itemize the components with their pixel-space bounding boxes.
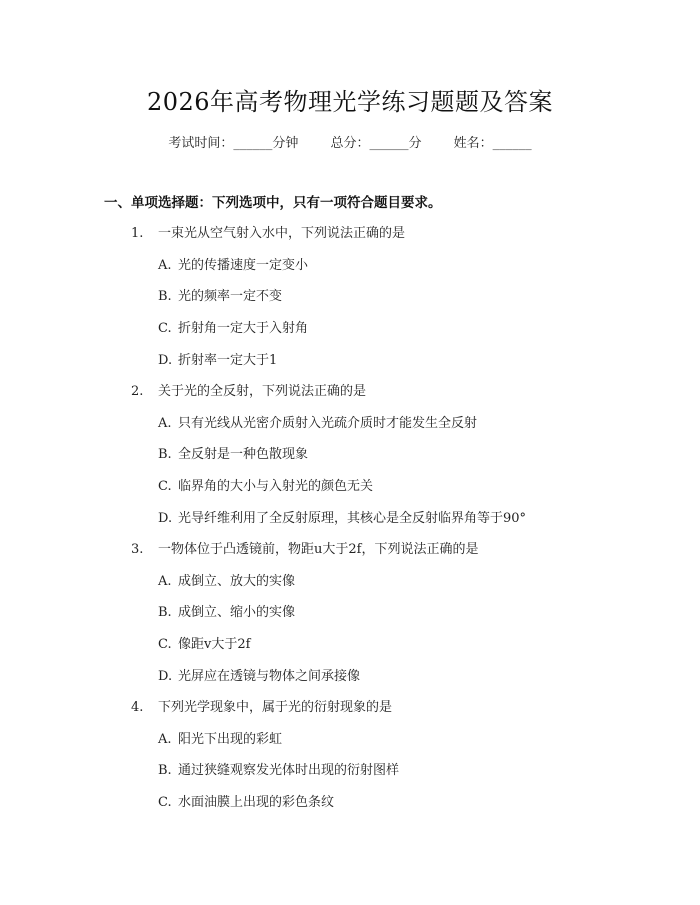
question-1-option-a [158,258,308,274]
option-label: A. [158,732,172,747]
question-1-option-c [158,321,308,337]
option-text: 水面油膜上出现的彩色条纹 [178,795,335,810]
option-label: C. [158,479,172,494]
option-text: 阳光下出现的彩虹 [178,732,283,747]
question-number: 4. [131,700,144,715]
option-label: A. [158,416,172,431]
question-4-option-c [158,795,334,811]
option-text: 像距v大于2f [178,637,251,652]
question-2 [131,384,366,400]
option-text: 成倒立、缩小的实像 [178,605,296,620]
question-2-option-b [158,447,308,463]
option-text: 只有光线从光密介质射入光疏介质时才能发生全反射 [178,416,478,431]
option-label: A. [158,574,172,589]
question-4 [131,700,392,716]
question-3-option-c [158,637,250,653]
option-text: 光屏应在透镜与物体之间承接像 [178,669,361,684]
option-label: B. [158,763,172,778]
question-number: 3. [131,542,144,557]
option-text: 成倒立、放大的实像 [178,574,296,589]
option-text: 光的传播速度一定变小 [178,258,309,273]
student-name-field: 姓名：______ [453,136,532,151]
question-4-option-b [158,763,399,779]
question-text: 一物体位于凸透镜前，物距u大于2f，下列说法正确的是 [158,542,479,557]
option-label: B. [158,289,172,304]
question-1 [131,226,405,242]
option-label: D. [158,353,173,368]
question-1-option-b [158,289,282,305]
question-2-option-c [158,479,373,495]
question-2-option-a [158,416,477,432]
question-3 [131,542,478,558]
question-number: 2. [131,384,144,399]
total-score-field: 总分：______分 [330,136,422,151]
option-label: C. [158,795,172,810]
question-3-option-b [158,605,295,621]
question-text: 下列光学现象中，属于光的衍射现象的是 [158,700,393,715]
option-text: 光的频率一定不变 [178,289,283,304]
option-label: C. [158,321,172,336]
question-1-option-d [158,353,277,369]
option-label: B. [158,605,172,620]
exam-meta [0,132,700,151]
option-label: D. [158,511,173,526]
option-label: D. [158,669,173,684]
option-text: 折射率一定大于1 [178,353,278,368]
question-3-option-a [158,574,295,590]
option-text: 折射角一定大于入射角 [178,321,309,336]
page-title: 2026年高考物理光学练习题题及答案 [146,88,554,116]
option-text: 临界角的大小与入射光的颜色无关 [178,479,374,494]
option-text: 通过狭缝观察发光体时出现的衍射图样 [178,763,400,778]
question-number: 1. [131,226,144,241]
option-text: 全反射是一种色散现象 [178,447,309,462]
option-text: 光导纤维利用了全反射原理，其核心是全反射临界角等于90° [178,511,527,526]
section-heading: 一、单项选择题：下列选项中，只有一项符合题目要求。 [104,195,442,211]
question-4-option-a [158,732,282,748]
option-label: C. [158,637,172,652]
option-label: A. [158,258,172,273]
exam-time-field: 考试时间：______分钟 [168,136,299,151]
question-text: 关于光的全反射，下列说法正确的是 [158,384,367,399]
question-text: 一束光从空气射入水中，下列说法正确的是 [158,226,406,241]
option-label: B. [158,447,172,462]
question-3-option-d [158,669,360,685]
question-2-option-d [158,511,526,527]
